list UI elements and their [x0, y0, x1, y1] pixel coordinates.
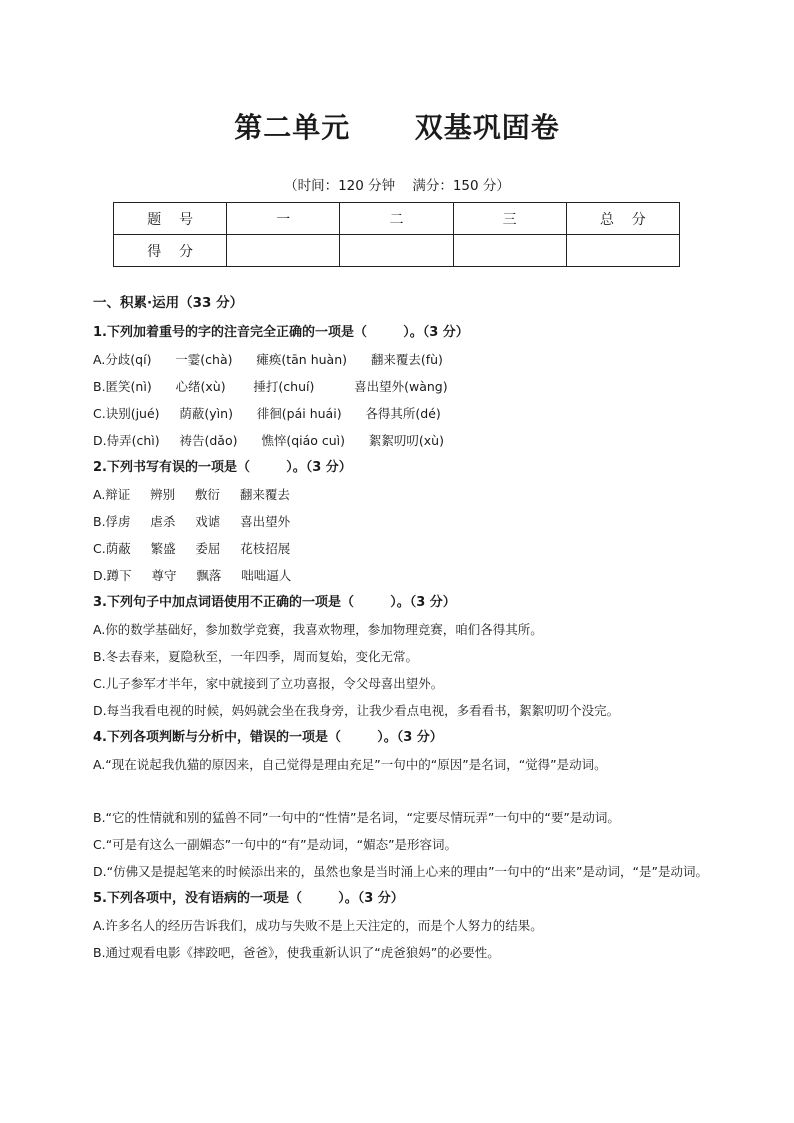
- question-3-option-c: C.儿子参军才半年，家中就接到了立功喜报，令父母喜出望外。: [93, 676, 444, 691]
- header-part-1: 一: [227, 203, 340, 235]
- question-1-option-b: B.匿笑(nì) 心绪(xù) 捶打(chuí) 喜出望外(wàng): [93, 379, 448, 394]
- question-4-option-b: B.“它的性情就和别的猛兽不同”一句中的“性情”是名词，“定要尽情玩弄”一句中的“要”是动词。: [93, 810, 620, 825]
- question-2-option-b: B.俘虏 虐杀 戏谑 喜出望外: [93, 514, 291, 529]
- question-2-option-c: C.荫蔽 繁盛 委屈 花枝招展: [93, 541, 291, 556]
- question-4-option-d: D.“仿佛又是提起笔来的时候添出来的，虽然也象是当时涌上心来的理由”一句中的“出来”是动词，“是”是动词。: [93, 864, 708, 879]
- question-4-stem: 4.下列各项判断与分析中，错误的一项是（ ）。（3 分）: [93, 730, 443, 745]
- exam-content: [93, 290, 713, 966]
- blank-gap: [93, 778, 713, 804]
- question-1-option-d: D.侍弄(chì) 祷告(dǎo) 憔悴(qiáo cuì) 絮絮叨叨(xù): [93, 433, 444, 448]
- question-4-option-c: C.“可是有这么一副媚态”一句中的“有”是动词，“媚态”是形容词。: [93, 837, 458, 852]
- question-2-option-a: A.辩证 辨别 敷衍 翻来覆去: [93, 487, 290, 502]
- question-2-option-d: D.蹲下 尊守 飘落 咄咄逼人: [93, 568, 292, 583]
- header-question-number: 题 号: [114, 203, 227, 235]
- question-3-option-b: B.冬去春来，夏隐秋至，一年四季，周而复始，变化无常。: [93, 649, 419, 664]
- question-2-stem: 2.下列书写有误的一项是（ ）。（3 分）: [93, 460, 352, 475]
- score-table-header-row: [114, 203, 680, 235]
- question-1-option-a: A.分歧(qí) 一霎(chà) 瘫痪(tān huàn) 翻来覆去(fù): [93, 352, 443, 367]
- question-5-option-b: B.通过观看电影《摔跤吧，爸爸》，使我重新认识了“虎爸狼妈”的必要性。: [93, 945, 500, 960]
- section-heading: 一、积累·运用（33 分）: [93, 295, 244, 311]
- exam-info: （时间：120 分钟 满分：150 分）: [284, 178, 510, 194]
- score-table-score-row: [114, 235, 680, 267]
- score-cell-total[interactable]: [566, 235, 679, 267]
- question-1-option-c: C.诀别(jué) 荫蔽(yìn) 徘徊(pái huái) 各得其所(dé): [93, 406, 441, 421]
- page-title: 第二单元 双基巩固卷: [234, 111, 560, 144]
- question-5-option-a: A.许多名人的经历告诉我们，成功与失败不是上天注定的，而是个人努力的结果。: [93, 918, 543, 933]
- header-part-3: 三: [453, 203, 566, 235]
- row-label-score: 得 分: [114, 235, 227, 267]
- score-cell-part-2[interactable]: [340, 235, 453, 267]
- question-3-option-d: D.每当我看电视的时候，妈妈就会坐在我身旁，让我少看点电视，多看看书，絮絮叨叨个没完。: [93, 703, 620, 718]
- question-3-option-a: A.你的数学基础好，参加数学竞赛，我喜欢物理，参加物理竞赛，咱们各得其所。: [93, 622, 543, 637]
- question-1-stem: 1.下列加着重号的字的注音完全正确的一项是（ ）。（3 分）: [93, 325, 469, 340]
- question-4-option-a: A.“现在说起我仇猫的原因来，自己觉得是理由充足”一句中的“原因”是名词，“觉得”是动词。: [93, 757, 607, 772]
- score-table: [113, 202, 680, 267]
- question-5-stem: 5.下列各项中，没有语病的一项是（ ）。（3 分）: [93, 891, 404, 906]
- score-cell-part-3[interactable]: [453, 235, 566, 267]
- header-part-2: 二: [340, 203, 453, 235]
- score-cell-part-1[interactable]: [227, 235, 340, 267]
- header-total: 总 分: [566, 203, 679, 235]
- question-3-stem: 3.下列句子中加点词语使用不正确的一项是（ ）。（3 分）: [93, 595, 456, 610]
